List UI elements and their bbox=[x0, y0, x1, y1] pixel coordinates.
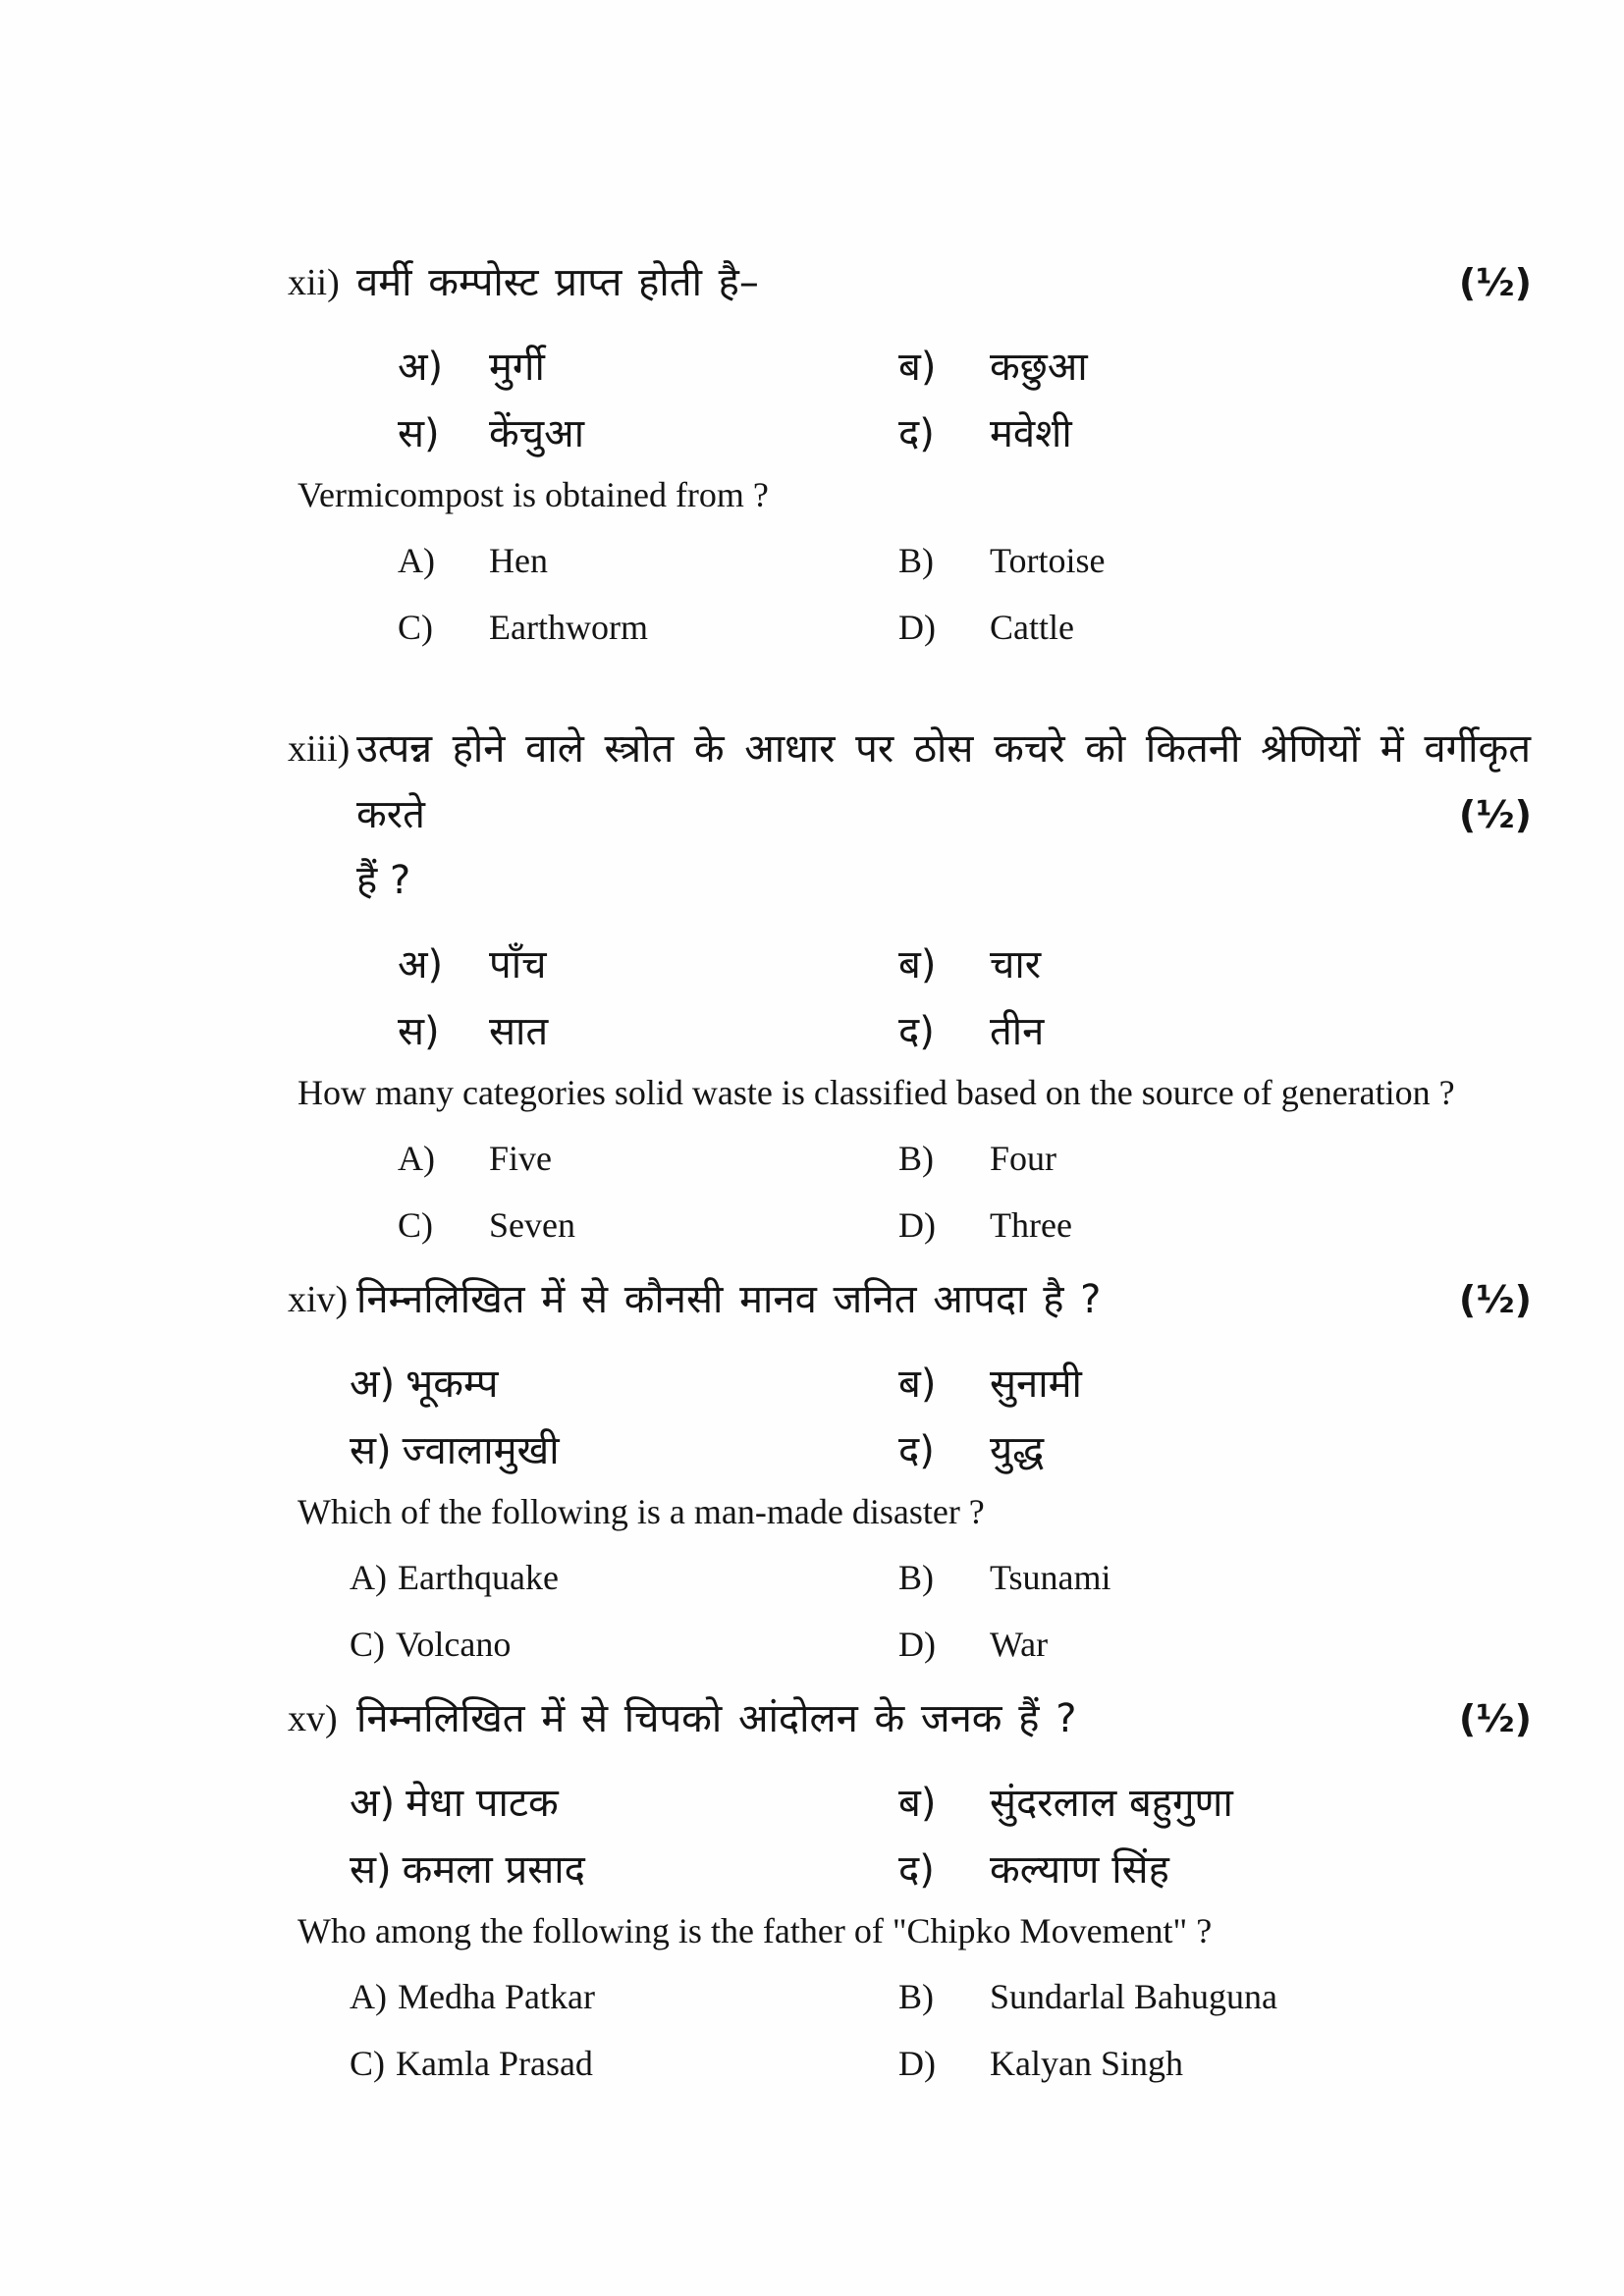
english-options-row bbox=[0, 603, 1624, 669]
question-text-hindi-line1: उत्पन्न होने वाले स्त्रोत के आधार पर ठोस कचरे को कितनी श्रेणियों में वर्गीकृत करते bbox=[356, 726, 1531, 837]
question-xii bbox=[0, 250, 1624, 669]
option-text: Five bbox=[489, 1139, 553, 1178]
question-xiv-heading bbox=[0, 1267, 1624, 1351]
option-text: कछुआ bbox=[990, 345, 1088, 390]
option-text: Cattle bbox=[990, 608, 1074, 647]
option-label: D) bbox=[898, 1625, 936, 1664]
option-label: A) bbox=[350, 1977, 387, 2016]
option-text: Kalyan Singh bbox=[990, 2044, 1183, 2083]
question-number: xiii) bbox=[288, 728, 351, 770]
option-inline bbox=[350, 1421, 560, 1475]
option-label: B) bbox=[898, 1558, 934, 1597]
option-label: D) bbox=[898, 1205, 936, 1245]
option-inline bbox=[350, 1624, 511, 1665]
hindi-options-row bbox=[0, 1770, 1624, 1837]
question-xv-heading bbox=[0, 1686, 1624, 1770]
option-inline bbox=[350, 2043, 593, 2084]
hindi-options-row bbox=[0, 334, 1624, 400]
question-number: xiv) bbox=[288, 1279, 349, 1320]
hindi-options-row bbox=[0, 998, 1624, 1065]
option-text: Sundarlal Bahuguna bbox=[990, 1977, 1277, 2016]
question-text-hindi-line2: हैं ? bbox=[356, 858, 411, 903]
option-text: Earthworm bbox=[489, 608, 648, 647]
question-xii-heading bbox=[0, 250, 1624, 334]
question-number: xv) bbox=[288, 1698, 338, 1739]
option-label: स) bbox=[398, 411, 440, 456]
option-label: द) bbox=[898, 411, 935, 456]
option-text: भूकम्प bbox=[406, 1362, 499, 1407]
option-text: तीन bbox=[990, 1009, 1045, 1054]
option-label: अ) bbox=[350, 1781, 396, 1826]
option-text: Tortoise bbox=[990, 541, 1106, 580]
marks-label: (½) bbox=[1458, 793, 1532, 836]
option-label: द) bbox=[898, 1428, 935, 1473]
option-label: A) bbox=[398, 1139, 435, 1178]
option-text: सुनामी bbox=[990, 1362, 1082, 1407]
option-label: अ) bbox=[350, 1362, 396, 1407]
option-text: Seven bbox=[489, 1205, 575, 1245]
option-text: मेधा पाटक bbox=[406, 1781, 559, 1826]
option-text: चार bbox=[990, 942, 1042, 988]
hindi-options-row bbox=[0, 400, 1624, 467]
question-text-english: Who among the following is the father of "Chipko Movement" ? bbox=[298, 1911, 1213, 1950]
question-text-english: Vermicompost is obtained from ? bbox=[298, 475, 769, 514]
option-label: B) bbox=[898, 1977, 934, 2016]
option-label: स) bbox=[350, 1428, 392, 1473]
option-text: ज्वालामुखी bbox=[402, 1428, 560, 1473]
option-label: C) bbox=[398, 608, 433, 647]
option-text: कल्याण सिंह bbox=[990, 1847, 1169, 1893]
option-inline bbox=[350, 1976, 595, 2017]
question-xiv bbox=[0, 1267, 1624, 1686]
english-options-row bbox=[0, 1972, 1624, 2039]
option-label: C) bbox=[350, 2044, 385, 2083]
hindi-options-row bbox=[0, 1837, 1624, 1903]
question-xiii bbox=[0, 717, 1624, 1267]
option-label: A) bbox=[350, 1558, 387, 1597]
option-text: कमला प्रसाद bbox=[402, 1847, 585, 1893]
option-inline bbox=[350, 1774, 559, 1828]
question-xv bbox=[0, 1686, 1624, 2106]
english-options-row bbox=[0, 1620, 1624, 1686]
hindi-options-row bbox=[0, 1351, 1624, 1417]
english-options-row bbox=[0, 1134, 1624, 1201]
question-number: xii) bbox=[288, 262, 340, 303]
question-text-hindi: निम्नलिखित में से कौनसी मानव जनित आपदा है ? bbox=[356, 1277, 1102, 1322]
option-inline bbox=[350, 1557, 559, 1598]
option-label: B) bbox=[898, 541, 934, 580]
option-label: द) bbox=[898, 1009, 935, 1054]
question-text-hindi: वर्मी कम्पोस्ट प्राप्त होती है– bbox=[356, 260, 759, 305]
option-label: स) bbox=[350, 1847, 392, 1893]
english-options-row bbox=[0, 1553, 1624, 1620]
option-label: C) bbox=[350, 1625, 385, 1664]
option-text: Kamla Prasad bbox=[396, 2044, 593, 2083]
question-xiii-heading bbox=[0, 717, 1624, 932]
option-label: C) bbox=[398, 1205, 433, 1245]
option-text: Four bbox=[990, 1139, 1057, 1178]
option-text: Earthquake bbox=[398, 1558, 559, 1597]
option-label: A) bbox=[398, 541, 435, 580]
question-text-english: Which of the following is a man-made disaster ? bbox=[298, 1492, 985, 1531]
question-text-english: How many categories solid waste is classified based on the source of generation ? bbox=[298, 1073, 1455, 1112]
option-inline bbox=[350, 1841, 585, 1895]
english-options-row bbox=[0, 1201, 1624, 1267]
option-text: Hen bbox=[489, 541, 548, 580]
option-label: D) bbox=[898, 2044, 936, 2083]
option-text: मवेशी bbox=[990, 411, 1072, 456]
option-label: स) bbox=[398, 1009, 440, 1054]
page-content bbox=[0, 250, 1624, 2106]
hindi-options-row bbox=[0, 1417, 1624, 1484]
option-text: Tsunami bbox=[990, 1558, 1111, 1597]
option-text: Three bbox=[990, 1205, 1072, 1245]
option-text: केंचुआ bbox=[489, 411, 584, 456]
option-text: Medha Patkar bbox=[398, 1977, 595, 2016]
option-text: मुर्गी bbox=[489, 345, 545, 390]
option-text: सुंदरलाल बहुगुणा bbox=[990, 1781, 1233, 1826]
marks-label: (½) bbox=[1458, 261, 1532, 304]
option-text: Volcano bbox=[396, 1625, 512, 1664]
hindi-options-row bbox=[0, 932, 1624, 998]
option-text: युद्ध bbox=[990, 1428, 1045, 1473]
question-text-hindi: निम्नलिखित में से चिपको आंदोलन के जनक हैं ? bbox=[356, 1696, 1077, 1741]
option-label: अ) bbox=[398, 345, 444, 390]
option-label: D) bbox=[898, 608, 936, 647]
option-label: ब) bbox=[898, 345, 937, 390]
option-text: सात bbox=[489, 1009, 549, 1054]
marks-label: (½) bbox=[1458, 1697, 1532, 1740]
option-label: ब) bbox=[898, 1362, 937, 1407]
option-text: War bbox=[990, 1625, 1049, 1664]
option-label: द) bbox=[898, 1847, 935, 1893]
option-label: अ) bbox=[398, 942, 444, 988]
option-label: B) bbox=[898, 1139, 934, 1178]
option-inline bbox=[350, 1355, 499, 1409]
english-options-row bbox=[0, 2039, 1624, 2106]
marks-label: (½) bbox=[1458, 1278, 1532, 1321]
english-options-row bbox=[0, 536, 1624, 603]
option-label: ब) bbox=[898, 942, 937, 988]
option-text: पाँच bbox=[489, 942, 547, 988]
option-label: ब) bbox=[898, 1781, 937, 1826]
